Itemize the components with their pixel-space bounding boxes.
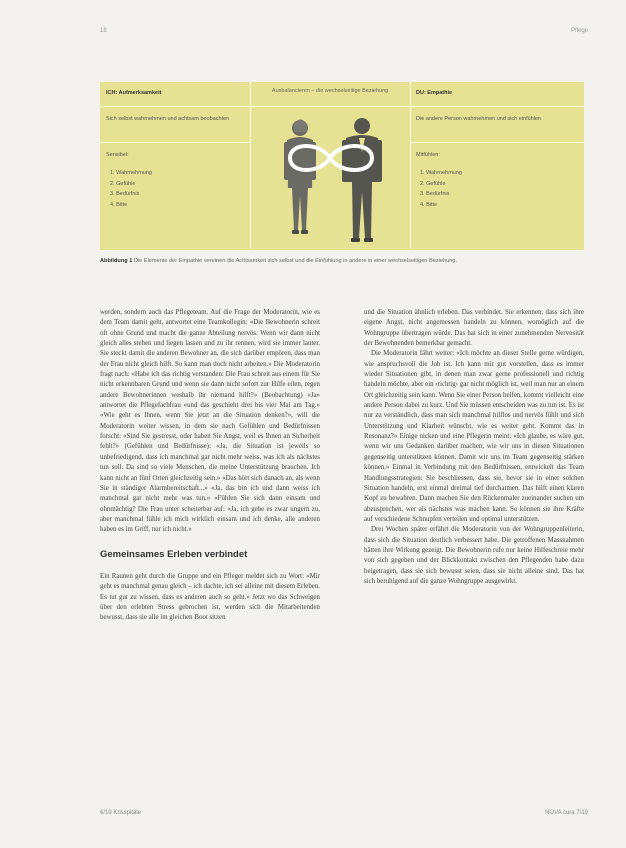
figure-caption bbox=[100, 258, 584, 264]
paragraph: werden, sondern auch das Pflegeteam. Auf die Frage der Moderatorin, wie es dem Team damit geht, antwortet eine Teamkollegin: «Die Bewohnerin schreit oft ohne Grund und macht die ganze Abteilung nervös. Wenn wir dann nicht gleich alles stehen und liegen lassen und zu ihr rennen, wird sie immer lauter. Sie steckt damit die anderen Bewohner an, die sich darüber empören, dass man der Frau nicht gleich hilft. So kann man doch nicht arbeiten.» Die Moderatorin fragt nach: «Habe ich das richtig verstanden: Die Frau schreit aus einem für Sie nicht erkennbaren Grund und wenn sie dann nicht sofort zur Hilfe eilen, regen andere Bewohnerinnen weshalb ihr niemand hilft?» (Beobachtung) «Ja» antwortet die Pflegefachfrau «und das geschieht drei bis vier Mal am Tag.» «Wie geht es Ihnen, wenn Sie jetzt an die Situation denken?», will die Moderatorin weiter wissen, in dem sie nach Gefühlen und Bedürfnissen forscht: «Sind Sie gestresst, oder haben Sie Angst, weil es Ihnen an Sicherheit fehlt?» (Gefühlen und Bedürfnisse): «Ja, die Situation ist jeweils so unbefriedigend, dass ich manchmal gar nicht mehr weiss, was ich als nächstes tun soll. Da sind so viele Menschen, die meine Unterstützung brauchen. Ich kann nicht an fünf Orten gleichzeitig sein.» «Das hört sich danach an, als wenn Sie in ständiger Alarmbereitschaft...» «Ja, das bin ich und dann weiss ich manchmal gar nicht mehr was tun.» «Fühlen Sie sich dann einsam und ohnmächtig? Die Frau unter scheiterbar auf: «Ja, ich gebe es zwar ungern zu, aber manchmal fühle ich mich wirklich einsam und ich denke, alle anderen haben es im Griff, nur ich nicht.» bbox=[100, 309, 320, 534]
paragraph: Die Moderatorin fährt weiter: «Ich möchte an dieser Stelle gerne würdigen, wie anspruchsvoll die Job ist. Ich kann mir gut vorstellen, dass es immer wieder Situationen gibt, in denen man zwar gerne professionell und richtig handeln möchte, aber ein ‹richtig› gar nicht möglich ist, weil man nur an einem Ort gleichzeitig sein kann. Wenn Sie einer Person helfen, kommt vielleicht eine andere Person dabei zu kurz. Und Sie müssen entscheiden was zu tun ist. Es ist nur zu verständlich, dass man sich manchmal hilflos und nervös fühlt und sich Unterstützung und Klarheit wünscht, wie es weiter geht. Kommt das in Resonanz?» Einige nicken und eine Pflegerin meint: «Ich glaube, es wäre gut, wenn wir uns Gedanken darüber machen, wie wir uns in diesen Situationen gegenseitig unterstützen können. Damit wir uns im Team gegenseitig stärken können.» Einmal in Verbindung mit den Bedürfnissen, entwickelt das Team Handlungsstrategien: Sie beschliessen, dass sie, bevor sie in einer solchen Situation handeln, erst einmal dreimal tief durchatmen. Das hilft einen klaren Kopf zu bewahren. Dann machen Sie den Rückenmaler zueinander suchen um abzusprechen, wer als nächstes was machen kann. So können sie ihre Kräfte auf verschiedene Schnupfen verteilen und optimal unterstützen. bbox=[364, 350, 584, 523]
figure-right-list bbox=[420, 168, 462, 210]
figure-right-title: DU: Empathie bbox=[416, 90, 453, 96]
caption-text: Die Elemente der Empathie vereinen die Achtsamkeit sich selbst und die Einfühlung in andere in einer wechselseitigen Beziehung. bbox=[133, 258, 457, 264]
footer-right: NOVA cura 7/19 bbox=[545, 810, 588, 816]
figure-left-list bbox=[110, 168, 152, 210]
list-item: 3. Bedürfnis bbox=[420, 191, 450, 197]
figure-left-list-title: Sensibel: bbox=[106, 152, 129, 158]
list-item: 2. Gefühle bbox=[110, 180, 136, 187]
section-label: Pflege bbox=[570, 28, 588, 34]
figure-diagram bbox=[100, 82, 584, 250]
footer-left: 6/19 Krisspitäle bbox=[100, 810, 142, 816]
list-item: 2. Gefühle bbox=[420, 180, 446, 187]
figure-left-description: Sich selbst wahrnehmen und achtsam beobachten bbox=[106, 116, 230, 122]
list-item: 1. Wahrnehmung bbox=[110, 170, 152, 176]
list-item: 4. Bitte bbox=[420, 201, 438, 208]
figure-center-title: Ausbalancieren – die wechselseitige Beziehung bbox=[271, 88, 389, 94]
list-item: 3. Bedürfnis bbox=[110, 191, 140, 197]
man-figure bbox=[342, 118, 382, 242]
figure-right-list-title: Mitfühlen: bbox=[416, 152, 440, 158]
paragraph: und die Situation ähnlich erleben. Das verbindet. Sie erkennen, dass sich ihre eigene Angst, nicht angemessen handeln zu können, womöglich auf die Wohngruppe übertragen würde. Das hat sich in einer zunehmenden Nervosität der Bewohnenden bemerkbar gemacht. bbox=[364, 309, 584, 348]
text-column-right bbox=[364, 308, 584, 587]
figure-left-title: ICH: Aufmerksamkeit bbox=[106, 90, 162, 96]
list-item: 1. Wahrnehmung bbox=[420, 170, 462, 176]
text-column-left bbox=[100, 308, 320, 624]
paragraph: Ein Raunen geht durch die Gruppe und ein Pfleger meldet sich zu Wort: «Mir geht es manchmal genau gleich – ich dachte, ich sei alleine mit diesem Erleben. Es tut gut zu wissen, dass es anderen auch so geht.» Jetzt wo das Schweigen über den erlebten Stress gebrochen ist, werden sich die Mitarbeitenden bewusst, dass sie alle im gleichen Boot sitzen bbox=[100, 572, 320, 622]
people-infinity-illustration bbox=[250, 112, 410, 250]
caption-label: Abbildung 1 bbox=[100, 258, 133, 264]
woman-figure bbox=[284, 120, 316, 235]
list-item: 4. Bitte bbox=[110, 201, 128, 208]
page-number: 18 bbox=[100, 28, 107, 34]
section-heading: Gemeinsames Erleben verbindet bbox=[100, 548, 248, 560]
figure-right-description: Die andere Person wahrnehmen und sich einfühlen bbox=[416, 116, 542, 122]
paragraph: Drei Wochen später erfährt die Moderatorin von der Wohngruppenleiterin, dass sich die Situation deutlich verbessert habe. Die getroffenen Massnahmen hätten ihre Wirkung gezeigt. Die Bewohnerin rufe nur keine Hilfeschreie mehr von sich gegeben und der Blickkontakt zwischen den Pflegenden habe dazu beigetragen, dass sie sich bewusst seien, dass sie nicht alleine sind. Das hat sich beruhigend auf die ganze Wohngruppe ausgewirkt. bbox=[364, 526, 584, 585]
